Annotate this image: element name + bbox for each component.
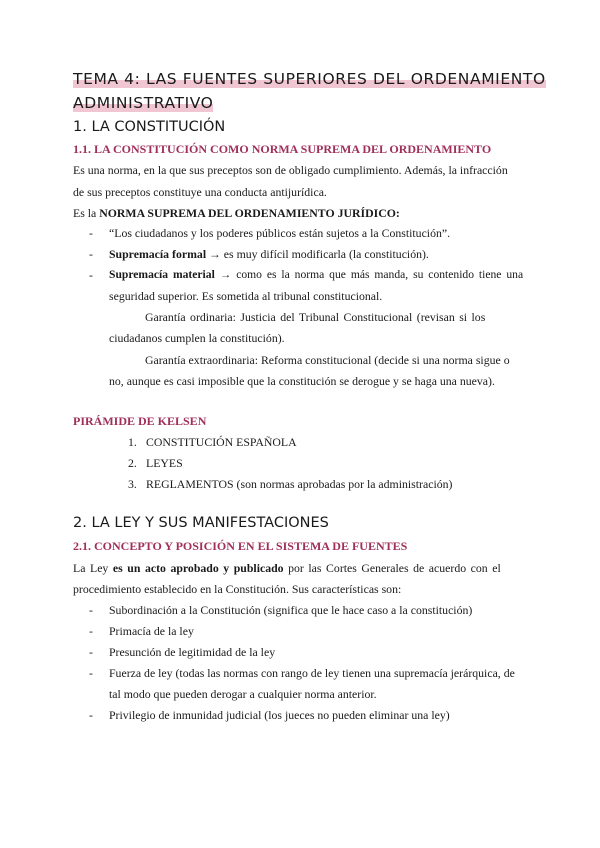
- garantia-ordinaria-line-1: Garantía ordinaria: Justicia del Tribunal Constitucional (revisan si los: [145, 310, 486, 324]
- kelsen-number: 3.: [128, 477, 137, 491]
- bullet-2-text: [109, 247, 429, 262]
- bullet-dash: -: [89, 645, 93, 659]
- ley-bullet-4: Fuerza de ley (todas las normas con rango de ley tienen una supremacía jerárquica, de: [109, 666, 515, 680]
- garantia-extraordinaria-line-1: Garantía extraordinaria: Reforma constitucional (decide si una norma sigue o: [145, 353, 510, 367]
- bullet-dash: -: [89, 666, 93, 680]
- section-2-paragraph-bold: es un acto aprobado y publicado: [112, 561, 284, 575]
- title-text-2: ADMINISTRATIVO: [73, 94, 214, 112]
- bullet-3-bold: Supremacía material: [109, 268, 215, 281]
- ley-bullet-4-line-2: tal modo que pueden derogar a cualquier norma anterior.: [109, 687, 377, 701]
- bullet-3-text: [109, 268, 523, 281]
- section-2-paragraph-line-2: procedimiento establecido en la Constitución. Sus características son:: [73, 582, 402, 596]
- kelsen-heading: PIRÁMIDE DE KELSEN: [73, 414, 207, 428]
- bullet-3-line-2: seguridad superior. Es sometida al tribunal constitucional.: [109, 289, 383, 303]
- bullet-dash: -: [89, 268, 93, 282]
- bullet-3-rest: → como es la norma que más manda, su contenido tiene una: [214, 268, 524, 281]
- title-text-1: TEMA 4: LAS FUENTES SUPERIORES DEL ORDENAMIENTO: [73, 70, 546, 88]
- ley-bullet-1: Subordinación a la Constitución (significa que le hace caso a la constitución): [109, 603, 473, 617]
- section-2-paragraph-rest: por las Cortes Generales de acuerdo con el: [283, 561, 501, 575]
- kelsen-item-3: REGLAMENTOS (son normas aprobadas por la administración): [146, 477, 453, 491]
- garantia-extraordinaria-line-2: no, aunque es casi imposible que la constitución se derogue y se haga una nueva).: [109, 374, 495, 388]
- kelsen-item-1: CONSTITUCIÓN ESPAÑOLA: [146, 435, 297, 449]
- paragraph-1-line-1: Es una norma, en la que sus preceptos son de obligado cumplimiento. Además, la infracción: [73, 163, 508, 177]
- ley-bullet-2: Primacía de la ley: [109, 624, 194, 638]
- paragraph-2-prefix: Es la: [73, 206, 100, 220]
- garantia-ordinaria-line-2: ciudadanos cumplen la constitución).: [109, 331, 285, 345]
- paragraph-2: [73, 206, 400, 221]
- ley-bullet-5: Privilegio de inmunidad judicial (los jueces no pueden eliminar una ley): [109, 708, 450, 722]
- bullet-dash: -: [89, 603, 93, 617]
- section-2-1-heading: 2.1. CONCEPTO Y POSICIÓN EN EL SISTEMA DE FUENTES: [73, 539, 408, 553]
- section-2-paragraph-prefix: La Ley: [73, 561, 113, 575]
- section-2-heading: 2. LA LEY Y SUS MANIFESTACIONES: [73, 515, 329, 531]
- section-2-paragraph-line-1: [73, 561, 501, 576]
- ley-bullet-3: Presunción de legitimidad de la ley: [109, 645, 276, 659]
- document-title-line-1: [73, 70, 546, 88]
- kelsen-item-2: LEYES: [146, 456, 183, 470]
- section-1-1-heading: 1.1. LA CONSTITUCIÓN COMO NORMA SUPREMA DEL ORDENAMIENTO: [73, 142, 492, 156]
- bullet-dash: -: [89, 624, 93, 638]
- bullet-1-text: “Los ciudadanos y los poderes públicos están sujetos a la Constitución”.: [109, 226, 451, 240]
- paragraph-1-line-2: de sus preceptos constituye una conducta antijurídica.: [73, 185, 327, 199]
- kelsen-number: 1.: [128, 435, 137, 449]
- paragraph-2-bold: NORMA SUPREMA DEL ORDENAMIENTO JURÍDICO:: [99, 206, 400, 220]
- section-1-heading: 1. LA CONSTITUCIÓN: [73, 119, 226, 135]
- bullet-dash: -: [89, 708, 93, 722]
- bullet-dash: -: [89, 226, 93, 240]
- kelsen-number: 2.: [128, 456, 137, 470]
- bullet-2-rest: → es muy difícil modificarla (la constitución).: [206, 247, 429, 261]
- bullet-2-bold: Supremacía formal: [109, 247, 207, 261]
- document-title-line-2: [73, 94, 528, 112]
- bullet-dash: -: [89, 247, 93, 261]
